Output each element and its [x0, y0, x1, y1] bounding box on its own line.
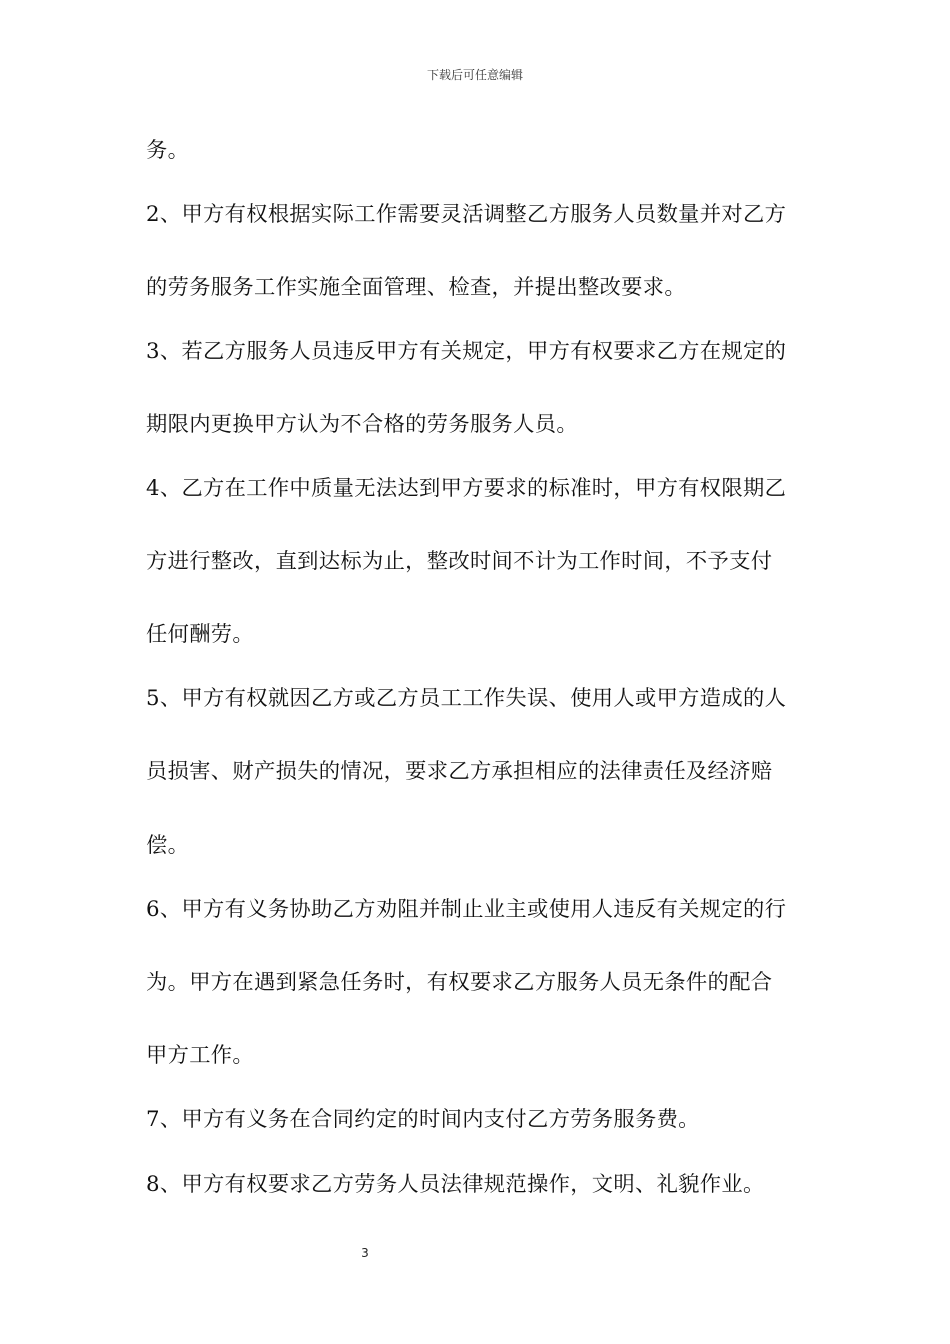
text-line: 偿。 — [146, 833, 190, 858]
text-line: 甲方工作。 — [146, 1043, 254, 1068]
text-line: 务。 — [146, 138, 190, 163]
text-line: 方进行整改，直到达标为止，整改时间不计为工作时间，不予支付 — [146, 549, 773, 574]
text-line: 3、若乙方服务人员违反甲方有关规定，甲方有权要求乙方在规定的 — [146, 339, 787, 364]
text-line: 5、甲方有权就因乙方或乙方员工工作失误、使用人或甲方造成的人 — [146, 686, 787, 711]
text-line: 4、乙方在工作中质量无法达到甲方要求的标准时，甲方有权限期乙 — [146, 476, 787, 501]
page-header-note: 下载后可任意编辑 — [426, 68, 523, 82]
page-number: 3 — [361, 1246, 369, 1260]
text-line: 7、甲方有义务在合同约定的时间内支付乙方劳务服务费。 — [146, 1107, 700, 1132]
text-line: 员损害、财产损失的情况，要求乙方承担相应的法律责任及经济赔 — [146, 759, 773, 784]
text-line: 6、甲方有义务协助乙方劝阻并制止业主或使用人违反有关规定的行 — [146, 897, 787, 922]
text-line: 任何酬劳。 — [146, 622, 254, 647]
text-line: 为。甲方在遇到紧急任务时，有权要求乙方服务人员无条件的配合 — [146, 970, 773, 995]
text-line: 2、甲方有权根据实际工作需要灵活调整乙方服务人员数量并对乙方 — [146, 202, 787, 227]
text-line: 8、甲方有权要求乙方劳务人员法律规范操作，文明、礼貌作业。 — [146, 1172, 765, 1197]
text-line: 的劳务服务工作实施全面管理、检查，并提出整改要求。 — [146, 275, 686, 300]
text-line: 期限内更换甲方认为不合格的劳务服务人员。 — [146, 412, 578, 437]
